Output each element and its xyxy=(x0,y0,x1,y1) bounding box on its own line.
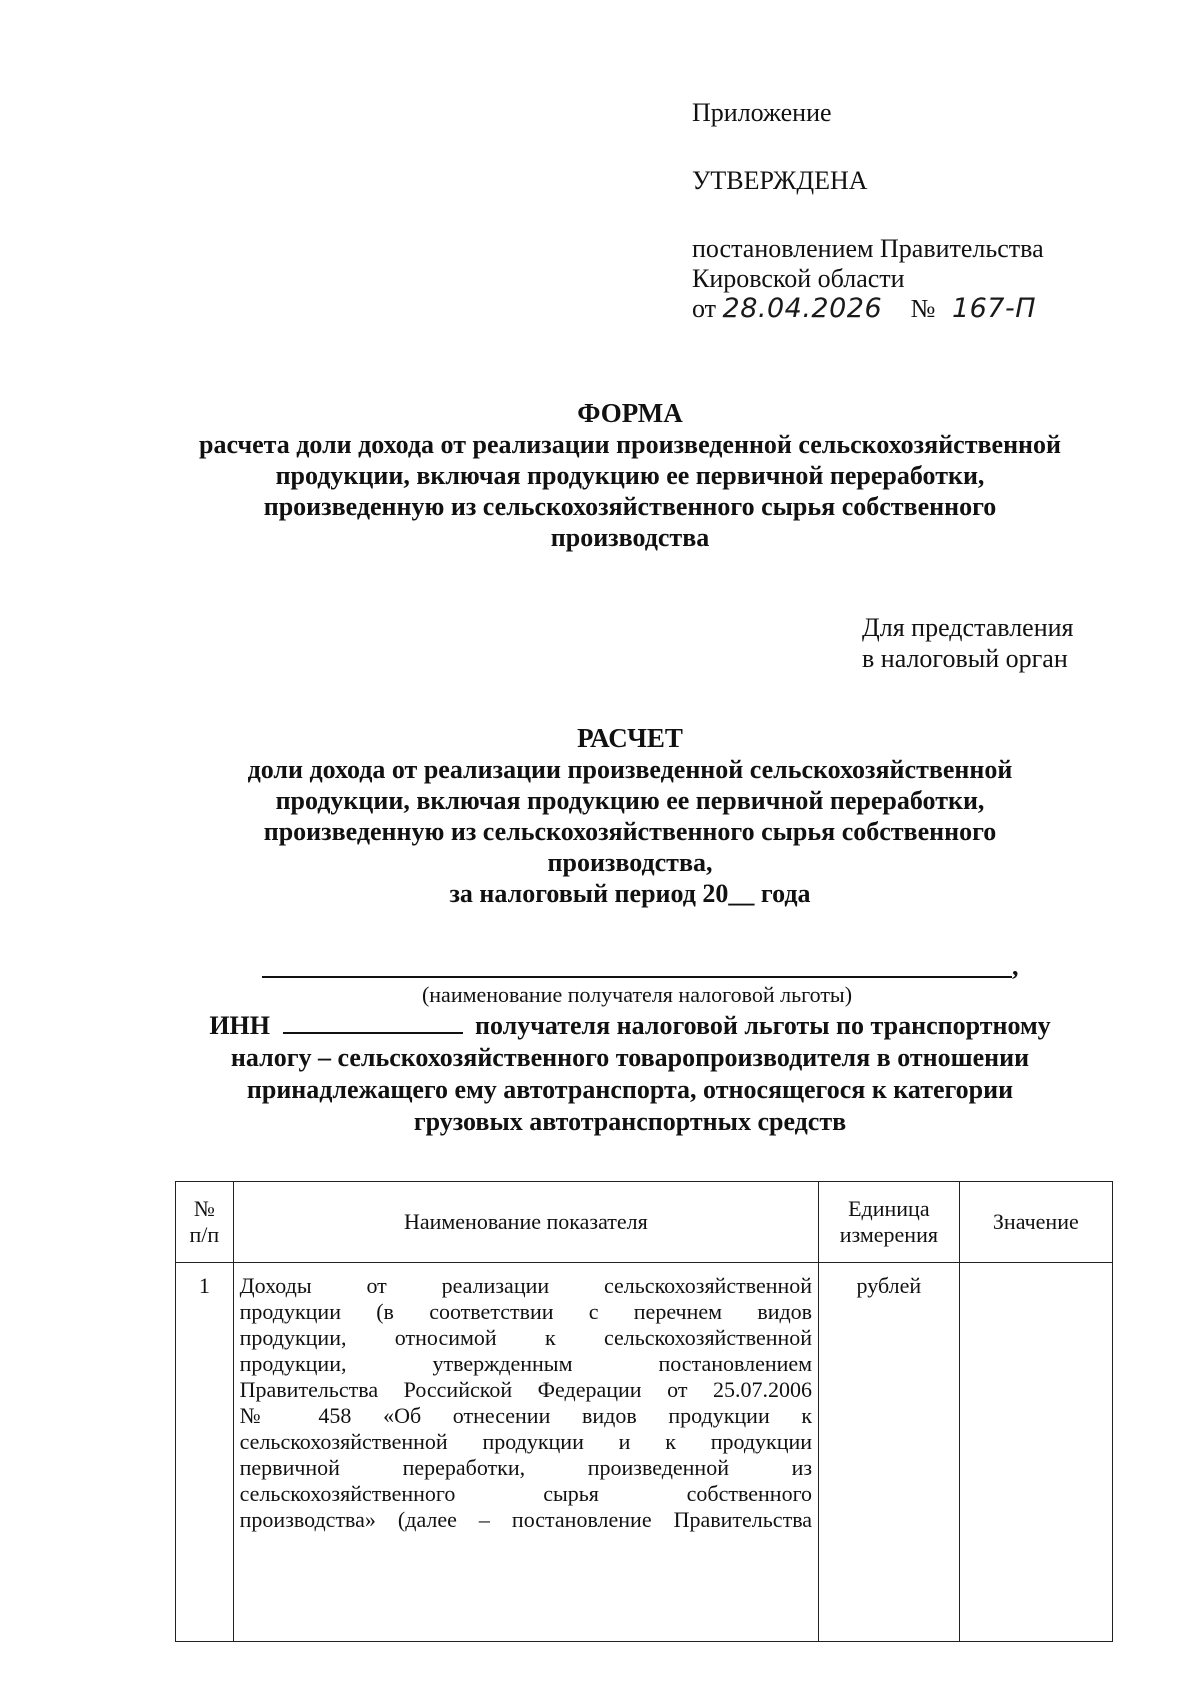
description-line: Доходы от реализации сельскохозяйственной xyxy=(239,1273,813,1298)
handwritten-date: 28.04.2026 xyxy=(722,293,883,324)
resolution-date-line xyxy=(692,294,1162,324)
header-indicator-name: Наименование показателя xyxy=(233,1182,818,1263)
calculation-title: РАСЧЕТ xyxy=(577,723,683,753)
row-number: 1 xyxy=(176,1263,234,1642)
date-prefix: от xyxy=(692,294,717,323)
inn-blank[interactable] xyxy=(283,1010,463,1034)
calculation-subtitle-line: произведенную из сельскохозяйственного сырья собственного xyxy=(263,817,997,846)
description-line: сельскохозяйственной продукции и к продукции xyxy=(239,1429,813,1454)
description-line: № 458 «Об отнесении видов продукции к xyxy=(239,1403,813,1428)
header-number xyxy=(176,1182,234,1263)
tax-period-line: за налоговый период 20__ года xyxy=(449,879,811,908)
inn-line-1-text: получателя налоговой льготы по транспортному xyxy=(475,1011,1051,1040)
form-title: ФОРМА xyxy=(577,398,683,428)
inn-line-1 xyxy=(150,1010,1110,1042)
recipient-trailing-comma: , xyxy=(1012,952,1019,981)
description-line: продукции, относимой к сельскохозяйственной xyxy=(239,1325,813,1350)
inn-block xyxy=(150,1010,1110,1138)
row-unit: рублей xyxy=(819,1263,960,1642)
resolution-line-2: Кировской области xyxy=(692,264,905,293)
header-number-sign: № xyxy=(193,1196,215,1221)
row-description xyxy=(233,1263,818,1642)
table-header-row xyxy=(176,1182,1113,1263)
form-subtitle-line: продукции, включая продукцию ее первичной переработки, xyxy=(275,461,985,490)
calculation-subtitle-line: продукции, включая продукцию ее первичной переработки, xyxy=(275,786,985,815)
handwritten-number: 167-П xyxy=(951,293,1037,324)
description-line: производства» (далее – постановление Правительства xyxy=(239,1507,813,1532)
approval-block xyxy=(692,98,1162,324)
submission-note-line-2: в налоговый орган xyxy=(862,644,1068,673)
header-unit xyxy=(819,1182,960,1263)
appendix-label: Приложение xyxy=(692,98,832,127)
header-value: Значение xyxy=(959,1182,1112,1263)
inn-line-2: налогу – сельскохозяйственного товаропроизводителя в отношении xyxy=(230,1043,1030,1072)
inn-label: ИНН xyxy=(209,1011,270,1040)
description-line: сельскохозяйственного сырья собственного xyxy=(239,1481,813,1506)
resolution-line-1: постановлением Правительства xyxy=(692,234,1044,263)
form-subtitle-line: расчета доли дохода от реализации произведенной сельскохозяйственной xyxy=(198,430,1062,459)
description-line: первичной переработки, произведенной из xyxy=(239,1455,813,1480)
description-line: Правительства Российской Федерации от 25.07.2006 xyxy=(239,1377,813,1402)
recipient-caption: (наименование получателя налоговой льготы) xyxy=(421,982,853,1007)
indicator-table xyxy=(175,1181,1113,1642)
inn-line-4: грузовых автотранспортных средств xyxy=(413,1107,847,1136)
header-unit-line-2: измерения xyxy=(839,1222,938,1247)
form-subtitle-line: производства xyxy=(550,523,710,552)
description-line: продукции (в соответствии с перечнем видов xyxy=(239,1299,813,1324)
recipient-name-blank[interactable] xyxy=(262,972,1012,978)
calculation-subtitle-line: производства, xyxy=(547,848,713,877)
header-unit-line-1: Единица xyxy=(848,1196,930,1221)
form-heading xyxy=(150,398,1110,553)
form-subtitle-line: произведенную из сельскохозяйственного сырья собственного xyxy=(263,492,997,521)
description-line: продукции, утвержденным постановлением xyxy=(239,1351,813,1376)
row-value-cell[interactable] xyxy=(959,1263,1112,1642)
inn-line-3: принадлежащего ему автотранспорта, относящегося к категории xyxy=(246,1075,1014,1104)
calculation-subtitle-line: доли дохода от реализации произведенной сельскохозяйственной xyxy=(247,755,1013,784)
header-number-label: п/п xyxy=(189,1222,220,1247)
number-sign: № xyxy=(910,294,936,323)
approved-label: УТВЕРЖДЕНА xyxy=(692,166,868,195)
table-row xyxy=(176,1263,1113,1642)
calculation-heading xyxy=(150,723,1110,909)
submission-note-line-1: Для представления xyxy=(862,613,1074,642)
submission-note xyxy=(862,612,1162,674)
